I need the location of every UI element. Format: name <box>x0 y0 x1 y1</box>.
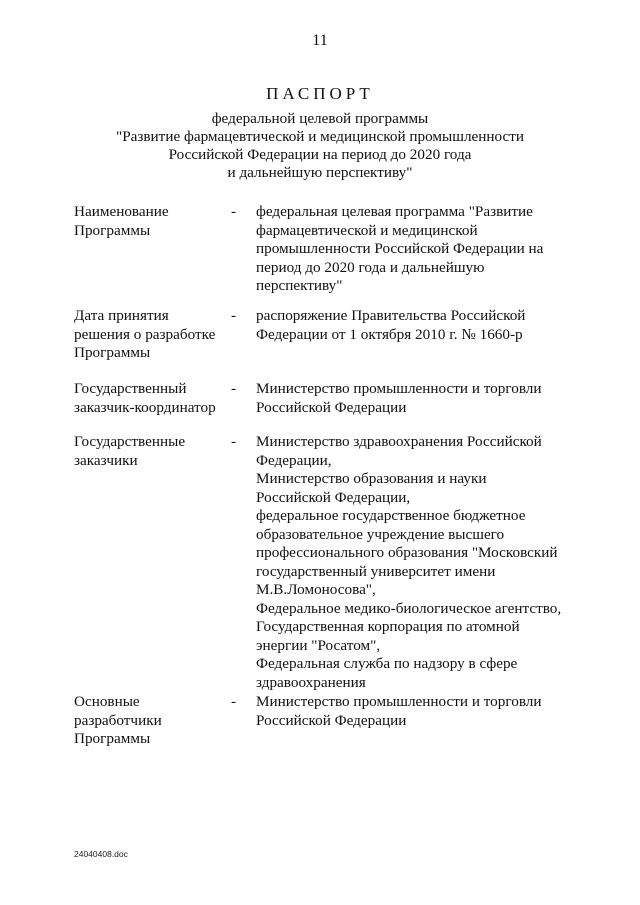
page-number: 11 <box>312 32 328 49</box>
row-label <box>74 693 224 749</box>
label-line: Государственный <box>74 380 187 397</box>
row-dash: - <box>231 380 237 397</box>
value-line: Российской Федерации <box>256 711 407 729</box>
row-label <box>74 203 224 240</box>
row-dash: - <box>231 307 237 324</box>
value-line: Российской Федерации <box>256 398 407 416</box>
label-line: Программы <box>74 221 151 239</box>
subtitle-line: "Развитие фармацевтической и медицинской промышленности <box>116 128 524 145</box>
passport-row-developers <box>0 693 640 753</box>
value-line: Государственная корпорация по атомной <box>256 618 520 635</box>
subtitle-line: Российской Федерации на период до 2020 года <box>168 146 472 163</box>
page-title: ПАСПОРТ <box>266 84 374 103</box>
passport-row-adoption-date <box>0 307 640 380</box>
label-line: Программы <box>74 730 151 747</box>
footer-filename: 24040408.doc <box>74 849 128 859</box>
value-line: М.В.Ломоносова", <box>256 581 376 598</box>
passport-table <box>0 203 640 753</box>
row-value <box>256 380 586 417</box>
value-line: Министерство образования и науки <box>256 470 487 487</box>
value-line: профессионального образования "Московский <box>256 544 558 561</box>
value-line: Министерство здравоохранения Российской <box>256 433 542 450</box>
label-line: Дата принятия <box>74 307 169 324</box>
subtitle-line: и дальнейшую перспективу" <box>227 164 413 181</box>
value-line: Федеральное медико-биологическое агентство, <box>256 599 562 617</box>
value-line: Федерации, <box>256 451 332 469</box>
row-dash: - <box>231 693 237 710</box>
value-line: государственный университет имени <box>256 562 496 580</box>
passport-row-coordinator <box>0 380 640 433</box>
row-value <box>256 693 586 730</box>
value-line: фармацевтической и медицинской <box>256 221 478 239</box>
subtitle-line: федеральной целевой программы <box>211 110 429 127</box>
row-label <box>74 433 224 470</box>
label-line: решения о разработке <box>74 325 216 343</box>
row-dash: - <box>231 203 237 220</box>
value-line: распоряжение Правительства Российской <box>256 307 526 324</box>
value-line: образовательное учреждение высшего <box>256 525 505 543</box>
value-line: перспективу" <box>256 277 343 294</box>
label-line: Наименование <box>74 203 169 220</box>
value-line: Министерство промышленности и торговли <box>256 693 542 710</box>
row-value <box>256 307 586 344</box>
row-dash: - <box>231 433 237 450</box>
label-line: заказчики <box>74 451 138 469</box>
label-line: Основные <box>74 693 140 710</box>
value-line: промышленности Российской Федерации на <box>256 240 544 257</box>
row-value <box>256 203 586 296</box>
row-value <box>256 433 586 692</box>
subtitle <box>0 110 640 182</box>
value-line: здравоохранения <box>256 673 366 691</box>
value-line: федеральная целевая программа "Развитие <box>256 203 533 220</box>
passport-row-customers <box>0 433 640 693</box>
row-label <box>74 380 224 417</box>
value-line: Российской Федерации, <box>256 488 411 506</box>
label-line: разработчики <box>74 711 162 729</box>
value-line: энергии "Росатом", <box>256 636 381 654</box>
value-line: Федерации от 1 октября 2010 г. № 1660-р <box>256 325 523 343</box>
value-line: Федеральная служба по надзору в сфере <box>256 655 518 672</box>
row-label <box>74 307 224 363</box>
label-line: заказчик-координатор <box>74 398 216 416</box>
value-line: Министерство промышленности и торговли <box>256 380 542 397</box>
value-line: период до 2020 года и дальнейшую <box>256 258 485 276</box>
passport-row-name <box>0 203 640 307</box>
value-line: федеральное государственное бюджетное <box>256 507 526 524</box>
label-line: Программы <box>74 344 151 361</box>
label-line: Государственные <box>74 433 186 450</box>
